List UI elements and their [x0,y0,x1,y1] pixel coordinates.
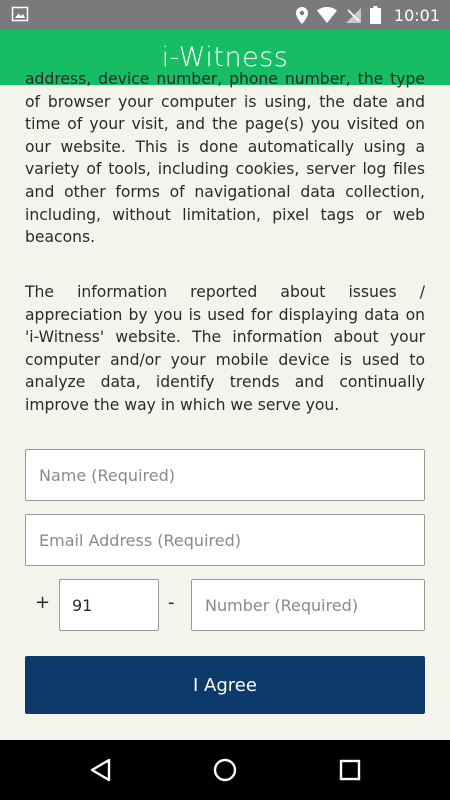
home-icon[interactable] [212,757,238,783]
content-scroll-area[interactable] [0,70,450,740]
status-time: 10:01 [393,5,440,25]
phone-number-input[interactable] [191,579,425,631]
no-sim-icon [346,8,361,23]
recents-icon[interactable] [337,757,363,783]
name-input[interactable] [25,449,425,501]
status-bar [0,0,450,30]
back-icon[interactable] [88,757,114,783]
country-code-input[interactable] [59,579,159,631]
agree-button[interactable]: I Agree [25,656,425,714]
wifi-icon [317,7,337,23]
dash-label: - [168,592,175,613]
email-input[interactable] [25,514,425,566]
plus-label: + [35,592,51,613]
location-icon [296,7,308,24]
image-notification-icon [12,7,28,21]
battery-icon [370,6,381,24]
privacy-paragraph-2: The information reported about issues / appreciation by you is used for displaying data on 'i-Witness' website. The information about your computer and/or your mobile device is used to analyze data, identify trends and continually improve the way in which we serve you. [25,283,425,414]
privacy-paragraph-1: address, device number, phone number, the type of browser your computer is using, the date and time of your visit, and the page(s) you visited on our website. This is done automatically using a variety of tools, including cookies, server log files and other forms of navigational data collection, including, without limitation, pixel tags or web beacons. [25,70,425,247]
navigation-bar [0,740,450,800]
app-title: i-Witness [161,42,289,73]
